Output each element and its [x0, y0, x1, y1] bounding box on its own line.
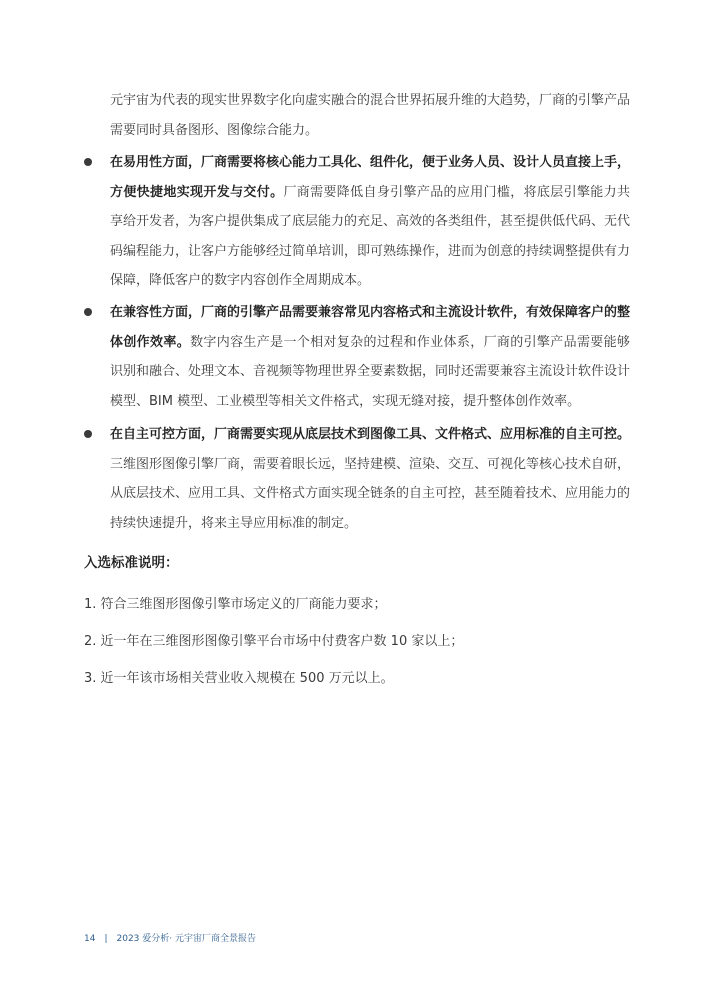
bullet-paragraph-autonomy [110, 420, 630, 538]
criteria-item: 1. 符合三维图形图像引擎市场定义的厂商能力要求； [84, 597, 387, 612]
bullet-dot [84, 158, 92, 166]
footer-separator: | [104, 934, 108, 944]
bullet-body-usability: 厂商需要降低自身引擎产品的应用门槛，将底层引擎能力共享给开发者，为客户提供集成了底层能力的充足、高效的各类组件，甚至提供低代码、无代码编程能力，让客户方能够经过简单培训，即可熟练操作，进而为创意的持续调整提供有力保障，降低客户的数字内容创作全周期成本。 [110, 184, 631, 289]
bullet-lead-usability: 在易用性方面，厂商需要将核心能力工具化、组件化，便于业务人员、设计人员直接上手，方便快捷地实现开发与交付。 [110, 155, 631, 200]
intro-paragraph: 元宇宙为代表的现实世界数字化向虚实融合的混合世界拓展升维的大趋势，厂商的引擎产品需要同时具备图形、图像综合能力。 [110, 93, 631, 138]
bullet-body-compatibility: 数字内容生产是一个相对复杂的过程和作业体系，厂商的引擎产品需要能够识别和融合、处理文本、音视频等物理世界全要素数据，同时还需要兼容主流设计软件设计模型、BIM 模型、工业模型等相关文件格式，实现无缝对接，提升整体创作效率。 [110, 334, 631, 409]
bullet-dot [84, 430, 92, 438]
bullet-paragraph-compatibility [110, 298, 630, 416]
criteria-item: 2. 近一年在三维图形图像引擎平台市场中付费客户数 10 家以上； [84, 634, 464, 649]
bullet-lead-compatibility: 在兼容性方面，厂商的引擎产品需要兼容常见内容格式和主流设计软件，有效保障客户的整体创作效率。 [110, 305, 631, 350]
criteria-heading: 入选标准说明： [84, 555, 179, 571]
bullet-body-autonomy: 三维图形图像引擎厂商，需要着眼长远，坚持建模、渲染、交互、可视化等核心技术自研，从底层技术、应用工具、文件格式方面实现全链条的自主可控，甚至随着技术、应用能力的持续快速提升，将来主导应用标准的制定。 [110, 456, 631, 531]
bullet-lead-autonomy: 在自主可控方面，厂商需要实现从底层技术到图像工具、文件格式、应用标准的自主可控。 [110, 427, 631, 442]
bullet-dot [84, 308, 92, 316]
criteria-item: 3. 近一年该市场相关营业收入规模在 500 万元以上。 [84, 671, 394, 686]
report-title: 2023 爱分析· 元宇宙厂商全景报告 [116, 934, 256, 944]
page-footer [84, 931, 256, 944]
bullet-paragraph-usability [110, 148, 630, 296]
page-number: 14 [84, 934, 96, 944]
